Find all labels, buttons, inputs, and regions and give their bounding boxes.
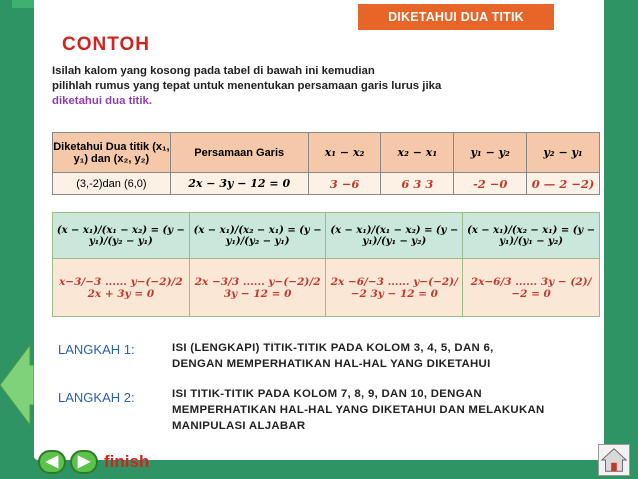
answer-cell[interactable]: 6 3 3 [381,173,454,195]
formula-table [52,212,600,317]
back-arrow-icon[interactable] [0,330,34,440]
answer-row [53,259,600,317]
known-points-table [52,132,600,195]
answer-cell[interactable]: -2 −0 [454,173,527,195]
home-icon[interactable] [598,444,630,476]
table-cell: (3,-2)dan (6,0) [53,173,171,195]
header-cell: y₁ − y₂ [454,133,527,173]
step-2-label: LANGKAH 2: [58,390,135,405]
step-2-line-2: MEMPERHATIKAN HAL-HAL YANG DIKETAHUI DAN MELAKUKAN [172,404,545,416]
instruction-line-3: diketahui dua titik. [52,95,152,107]
header-cell: Persamaan Garis [170,133,308,173]
step-2-line-3: MANIPULASI ALJABAR [172,420,306,432]
header-cell: y₂ − y₁ [527,133,600,173]
instruction-line-1: Isilah kalom yang kosong pada tabel di bawah ini kemudian [52,65,375,77]
table-row [53,173,600,195]
answer-cell[interactable]: 2x−6/3 ...... 3y − (2)/−2 = 0 [463,259,600,317]
step-1-line-2: DENGAN MEMPERHATIKAN HAL-HAL YANG DIKETAHUI [172,358,491,370]
formula-cell: (x − x₁)/(x₂ − x₁) = (y − y₁)/(y₁ − y₂) [463,213,600,259]
formula-cell: (x − x₁)/(x₁ − x₂) = (y − y₁)/(y₁ − y₂) [326,213,463,259]
table-cell: 2x − 3y − 12 = 0 [170,173,308,195]
step-2-line-1: ISI TITIK-TITIK PADA KOLOM 7, 8, 9, DAN 10, DENGAN [172,388,482,400]
step-1-line-1: ISI (LENGKAPI) TITIK-TITIK PADA KOLOM 3, 4, 5, DAN 6, [172,342,494,354]
previous-button[interactable]: ◀ [38,450,66,474]
table-header-row [53,133,600,173]
formula-cell: (x − x₁)/(x₁ − x₂) = (y − y₁)/(y₂ − y₁) [53,213,190,259]
header-cell: x₂ − x₁ [381,133,454,173]
header-cell: Diketahui Dua titik (x₁, y₁) dan (x₂, y₂) [53,133,171,173]
answer-cell[interactable]: 2x −3/3 ...... y−(−2)/2 3y − 12 = 0 [189,259,326,317]
formula-cell: (x − x₁)/(x₂ − x₁) = (y − y₁)/(y₂ − y₁) [189,213,326,259]
header-cell: x₁ − x₂ [308,133,381,173]
next-button[interactable]: ▶ [70,450,98,474]
step-1-label: LANGKAH 1: [58,342,135,357]
decoration-top [12,0,34,8]
finish-link[interactable]: finish [104,452,150,471]
instructions [52,64,572,109]
step-1-text [172,340,494,372]
page-title: DIKETAHUI DUA TITIK [358,4,554,30]
section-heading: CONTOH [62,34,150,55]
step-2-text [172,386,545,434]
answer-cell[interactable]: 0 — 2 −2) [527,173,600,195]
formula-row [53,213,600,259]
answer-cell[interactable]: 3 −6 [308,173,381,195]
instruction-line-2: pilihlah rumus yang tepat untuk menentukan persamaan garis lurus jika [52,80,442,92]
answer-cell[interactable]: x−3/−3 ...... y−(−2)/2 2x + 3y = 0 [53,259,190,317]
answer-cell[interactable]: 2x −6/−3 ...... y−(−2)/−2 3y − 12 = 0 [326,259,463,317]
